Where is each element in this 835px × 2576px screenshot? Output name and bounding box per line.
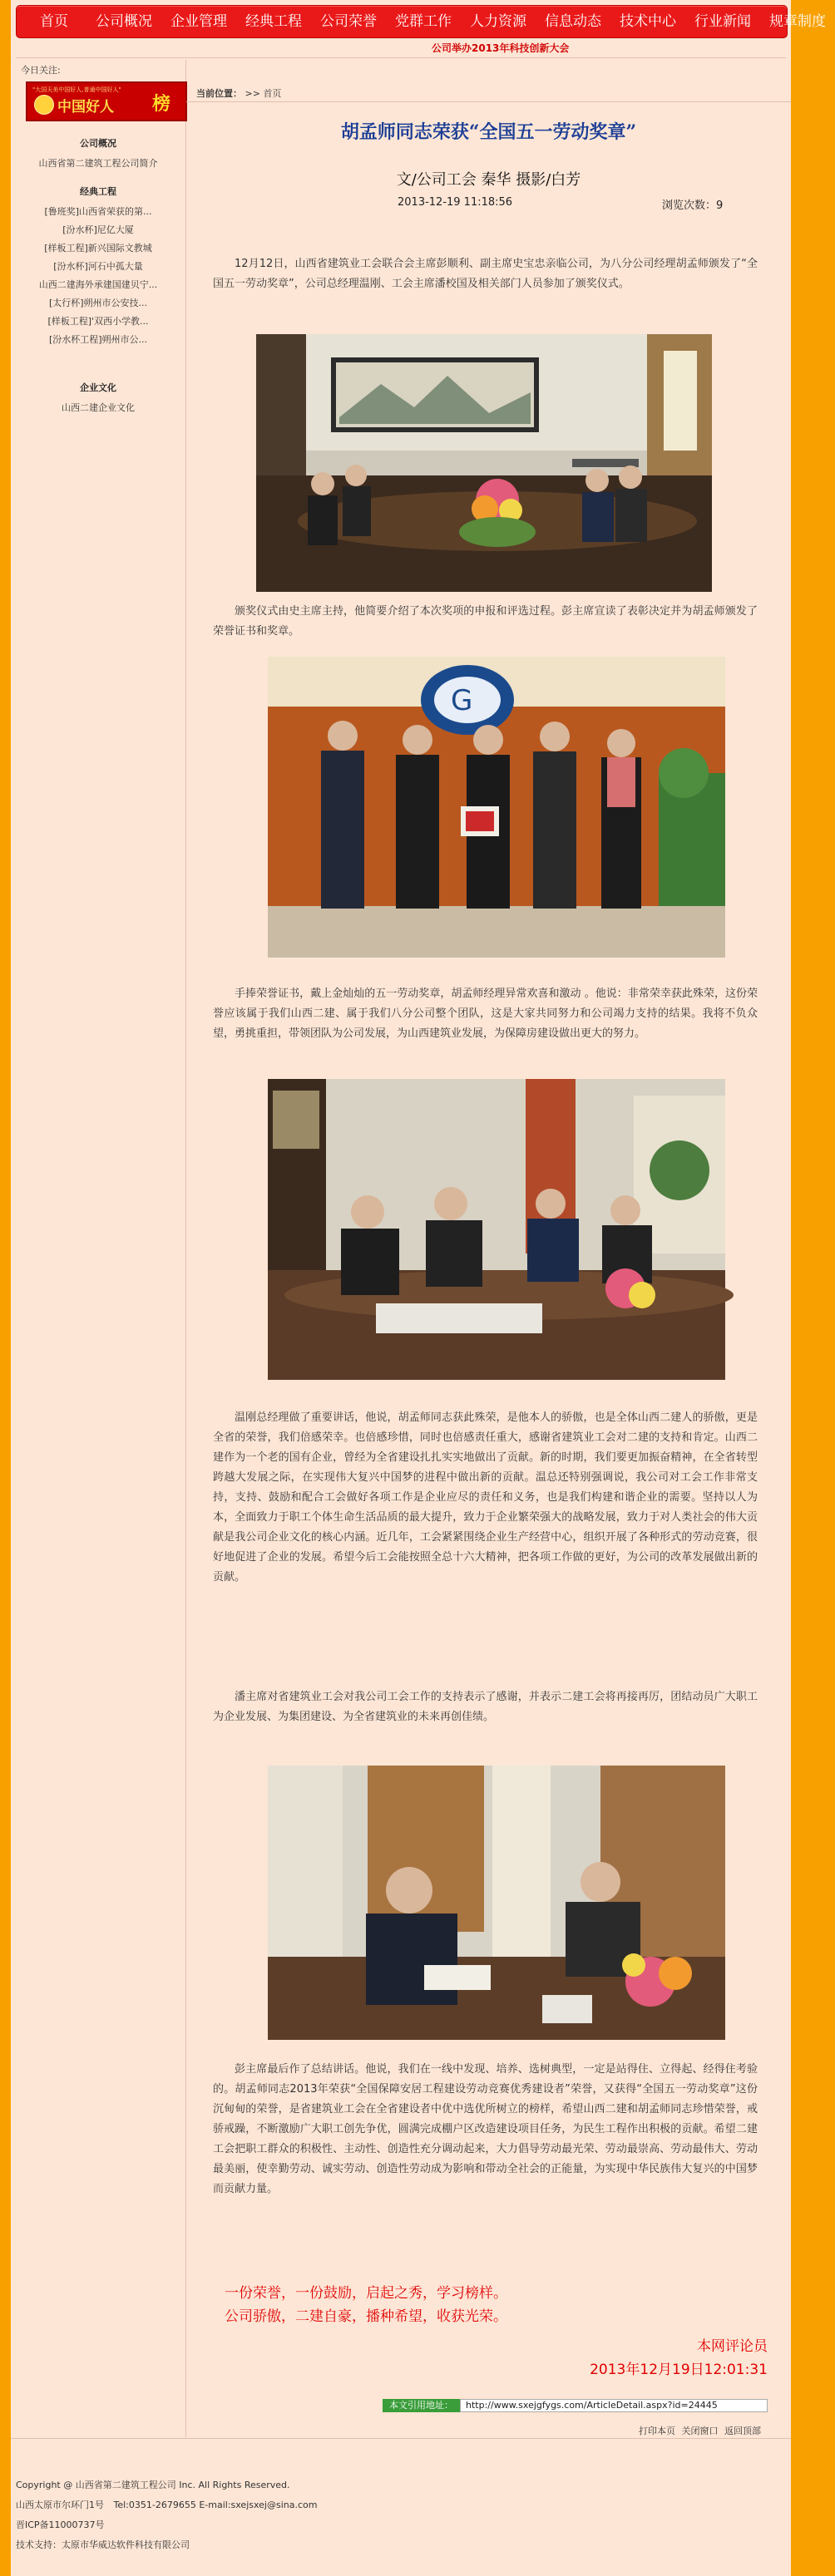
print-page-link[interactable]: 打印本页 [639,2426,675,2436]
sidebar-heading: 公司概况 [80,138,116,149]
footer-support: 技术支持：太原市华威达软件科技有限公司 [16,2539,190,2550]
article-title: 胡孟师同志荣获“全国五一劳动奖章” [340,121,637,143]
news-ticker-bar [16,39,786,58]
closing-slogan: 一份荣誉，一份鼓励，启起之秀，学习榜样。 [225,2285,507,2302]
share-link [383,2399,768,2412]
sidebar-overview [11,136,185,173]
footer-copyright: Copyright @ 山西省第二建筑工程公司 Inc. All Rights Reserved. [16,2480,290,2490]
sidebar [11,60,186,2437]
breadcrumb-label: 当前位置： [196,88,242,99]
sidebar-item[interactable]: [太行杯]朔州市公安技... [48,298,148,308]
sidebar-item[interactable]: [鲁班奖]山西省荣获的第... [44,206,152,217]
sidebar-culture [11,381,185,417]
sidebar-heading: 企业文化 [80,382,116,393]
nav-management[interactable]: 企业管理 [170,13,227,30]
divider [11,2438,791,2439]
speech-photo [268,1079,725,1380]
article-paragraph: 颁奖仪式由史主席主持，他简要介绍了本次奖项的申报和评选过程。彭主席宣读了表彰决定并为胡孟师颁发了荣誉证书和奖章。 [213,605,758,638]
article-paragraph: 手捧荣誉证书，戴上金灿灿的五一劳动奖章，胡孟师经理异常欢喜和激动 。他说：非常荣幸获此殊荣，这份荣誉应该属于我们山西二建、属于我们八分公司整个团队，这是大家共同努力和公司竭力支持的结果。我将不负众望，勇挑重担，带领团队为公司发展，为山西建筑业发展，为保障房建设做出更大的努力。 [213,988,758,1040]
sidebar-heading: 经典工程 [80,186,116,197]
signature-date: 2013年12月19日12:01:31 [590,2362,768,2378]
article-author: 文/公司工会 秦华 摄影/白芳 [396,171,581,189]
article-paragraph: 彭主席最后作了总结讲话。他说，我们在一线中发现、培养、选树典型，一定是站得住、立得起、经得住考验的。胡孟师同志2013年荣获“全国保障安居工程建设劳动竞赛优秀建设者”荣誉，又获得“全国五一劳动奖章”这份沉甸甸的荣誉，是省建筑业工会在全省建设者中优中选优所树立的榜样，希望山西二建和胡孟师同志珍惜荣誉，戒骄戒躁，不断激励广大职工创先争优，圆满完成棚户区改造建设项目任务，为民生工程作出积极的贡献。希望二建工会把职工群众的积极性、主动性、创造性充分调动起来，大力倡导劳动最光荣、劳动最崇高、劳动最伟大、劳动最美丽，使幸勤劳动、诚实劳动、创造性劳动成为影响和带动全社会的正能量，为实现中华民族伟大复兴的中国梦而贡献力量。 [213,2063,758,2195]
today-focus-label: 今日关注: [21,65,61,76]
nav-projects[interactable]: 经典工程 [245,13,302,30]
footer [16,2475,317,2555]
sidebar-item[interactable]: 山西省第二建筑工程公司简介 [38,158,158,169]
page [11,0,826,2576]
svg-text:G: G [451,684,473,717]
article-paragraph: 温刚总经理做了重要讲话，他说，胡孟师同志获此殊荣，是他本人的骄傲，也是全体山西二建人的骄傲，更是全省的荣誉，我们倍感荣幸。也倍感珍惜，同时也倍感责任重大，感谢省建筑业工会对二建的支持和肯定。山西二建作为一个老的国有企业，曾经为全省建设扎扎实实地做出了贡献。新的时期，我们要更加振奋精神，在全省转型跨越大发展之际，在实现伟大复兴中国梦的进程中做出新的贡献。温总还特别强调说，我公司对工会工作非常支持，支持、鼓励和配合工会做好各项工作是企业应尽的责任和义务，也是我们构建和谐企业的需要。坚持以人为本，全面致力于职工个体生命生活品质的最大提升，致力于企业繁荣强大的战略发展，致力于对人类社会的伟大贡献是我公司企业文化的核心内涵。近几年，工会紧紧围绕企业生产经营中心，组织开展了各种形式的劳动竞赛，很好地促进了企业的发展。希望今后工会能按照全总十六大精神，把各项工作做的更好，为公司的改革发展做出新的贡献。 [213,1411,758,1584]
close-window-link[interactable]: 关闭窗口 [681,2426,719,2436]
nav-party-work[interactable]: 党群工作 [395,13,452,30]
share-url-field[interactable]: http://www.sxejgfygs.com/ArticleDetail.aspx?id=24445 [460,2399,768,2412]
breadcrumb [196,86,281,100]
sidebar-item[interactable]: [汾水杯工程]朔州市公... [48,334,148,345]
footer-phone-email: Tel:0351-2679655 E-mail:sxejsxej@sina.com [113,2500,318,2510]
nav-company-overview[interactable]: 公司概况 [96,13,152,30]
nav-tech-center[interactable]: 技术中心 [620,13,676,30]
article-tools [639,2424,764,2437]
banner-slogan: "大国天美中国好人,普通中国好人" [32,86,121,93]
nav-industry-news[interactable]: 行业新闻 [694,13,751,30]
sidebar-projects [11,185,185,349]
nav-honors[interactable]: 公司荣誉 [320,13,377,30]
main-nav [16,5,826,38]
footer-icp[interactable]: 晋ICP备11000737号 [16,2519,105,2530]
sidebar-item[interactable]: [样板工程]新兴国际文教城 [44,243,152,254]
sidebar-item[interactable]: 山西二建企业文化 [62,402,135,413]
nav-hr[interactable]: 人力资源 [470,13,526,30]
breadcrumb-home-link[interactable]: 首页 [263,88,282,99]
nav-news[interactable]: 信息动态 [545,13,601,30]
back-to-top-link[interactable]: 返回顶部 [724,2426,761,2436]
banner-name: 中国好人 [57,99,114,116]
footer-contact [16,2495,317,2515]
article-views: 浏览次数：9 [662,199,724,212]
article-paragraph: 潘主席对省建筑业工会对我公司工会工作的支持表示了感谢，并表示二建工会将再接再厉，团结动员广大职工为企业发展、为集团建设、为全省建筑业的未来再创佳绩。 [213,1691,758,1723]
footer-address: 山西太原市尔环门1号 [16,2500,104,2510]
nav-home[interactable]: 首页 [40,13,68,30]
good-people-banner[interactable] [26,81,187,121]
banner-tag: 榜 [152,94,171,115]
ceremony-photo [256,334,712,592]
closing-remarks-photo [268,1766,725,2040]
sidebar-item[interactable]: 山西二建海外承建国建贝宁... [38,279,158,290]
divider [186,101,791,102]
share-label: 本文引用地址： [383,2399,460,2412]
award-group-photo [268,657,725,958]
article-date: 2013-12-19 11:18:56 [398,196,513,209]
sidebar-item[interactable]: [汾水杯]尼亿大厦 [62,224,134,235]
nav-regulations[interactable]: 规章制度 [769,13,826,30]
sun-icon [34,95,54,115]
article-paragraph: 12月12日，山西省建筑业工会联合会主席彭顺利、副主席史宝忠亲临公司，为八分公司经理胡孟师颁发了“全国五一劳动奖章”，公司总经理温刚、工会主席潘校国及相关部门人员参加了颁奖仪式。 [213,258,758,290]
sidebar-item[interactable]: [样板工程]'双西小学教... [47,316,149,327]
sidebar-item[interactable]: [汾水杯]河石中孤大量 [53,261,143,272]
breadcrumb-separator: >> [245,88,260,99]
news-ticker[interactable]: 公司举办2013年科技创新大会 [432,42,570,54]
signature: 本网评论员 [697,2338,768,2355]
closing-slogan: 公司骄傲，二建自豪，播种希望，收获光荣。 [225,2308,507,2325]
